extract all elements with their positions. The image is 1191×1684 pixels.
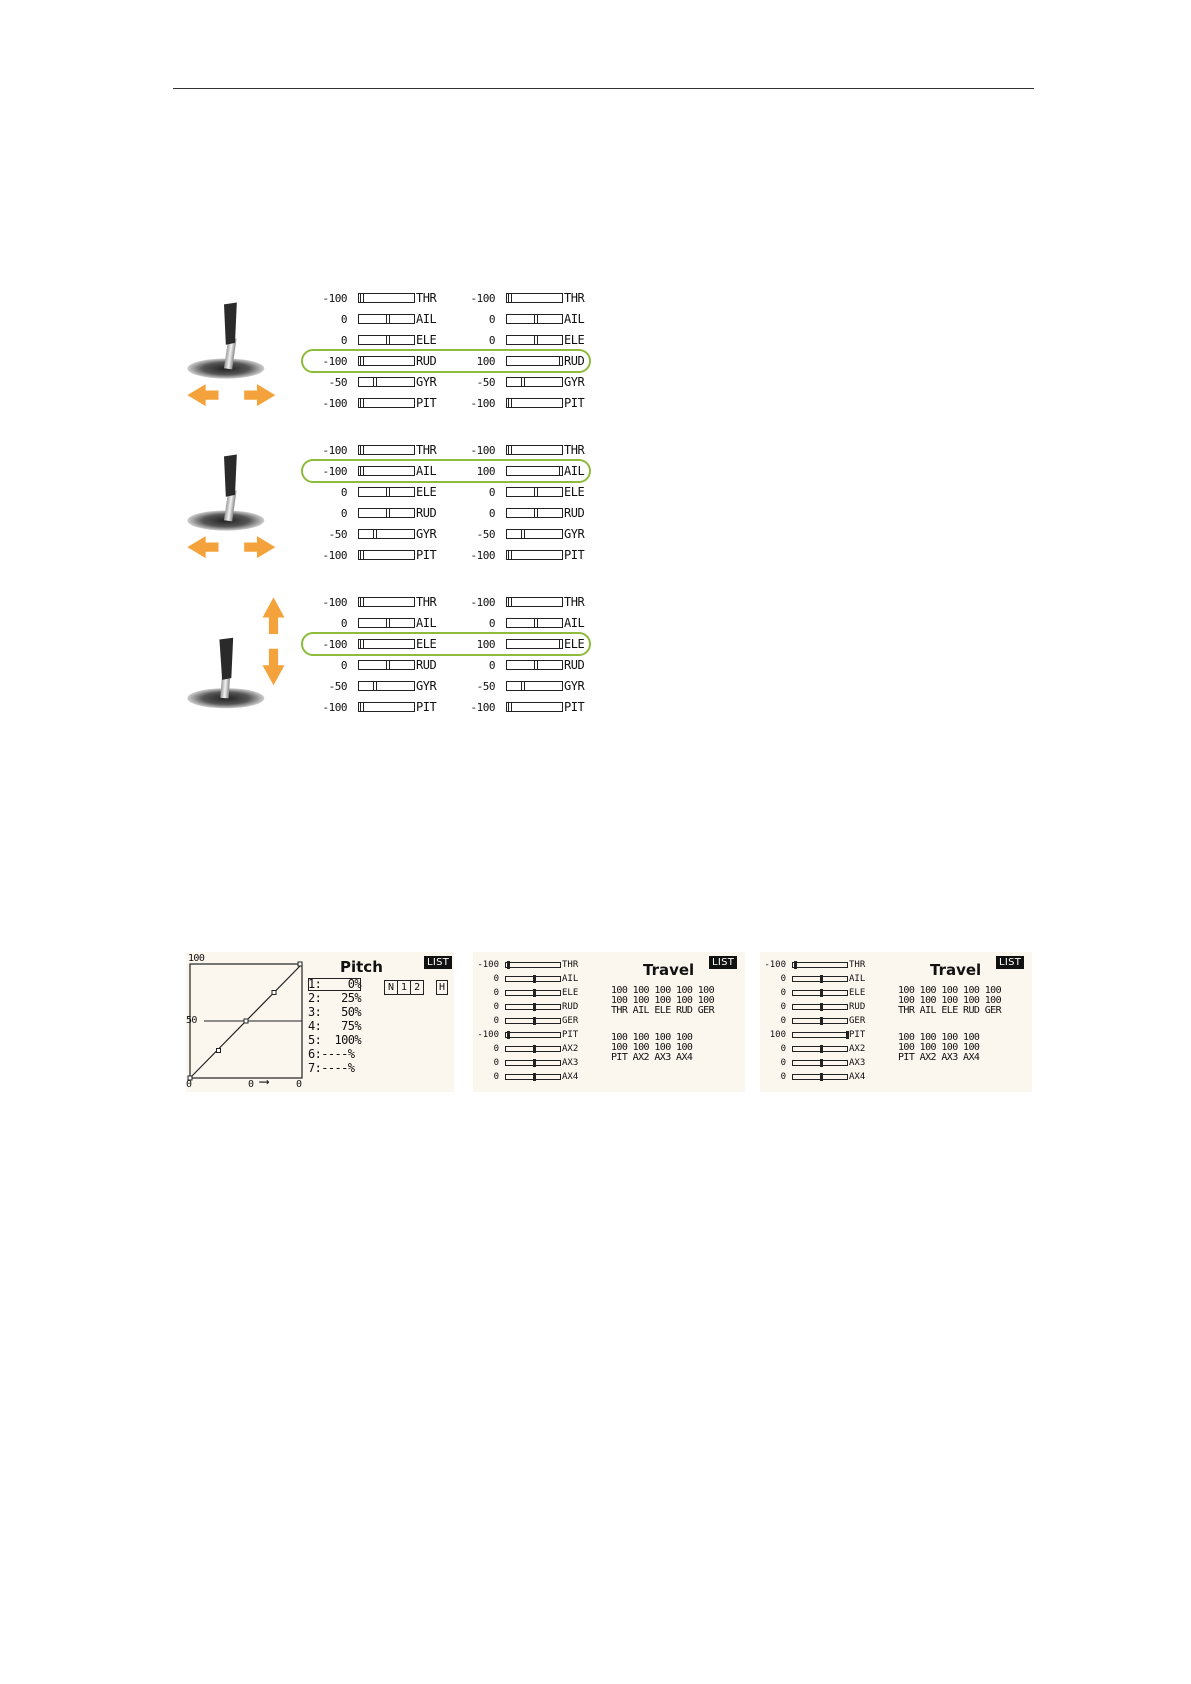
screen-title: Pitch <box>340 958 383 976</box>
channel-marker <box>508 398 512 408</box>
channel-label-right: AIL <box>564 464 585 478</box>
monitor-label: AX2 <box>562 1044 579 1054</box>
monitor-row <box>760 972 880 986</box>
channel-label-left: ELE <box>416 485 437 499</box>
channel-row <box>315 503 615 524</box>
monitor-row <box>473 1028 593 1042</box>
screen-title: Travel <box>930 961 982 979</box>
monitor-marker <box>820 989 823 997</box>
monitor-group <box>180 592 610 732</box>
control-stick-icon <box>180 592 290 732</box>
travel-values-row2a: 100 100 100 100 <box>611 1032 693 1043</box>
control-stick-icon <box>180 440 290 580</box>
monitor-row <box>473 1070 593 1084</box>
channel-value-right: 100 <box>476 638 495 651</box>
monitor-bar <box>792 1060 848 1066</box>
y-axis-top-label: 100 <box>188 953 205 964</box>
monitor-marker <box>533 1003 536 1011</box>
monitor-row <box>760 1028 880 1042</box>
monitor-bar <box>505 1046 561 1052</box>
channel-value-right: -100 <box>470 596 495 609</box>
channel-value-left: -100 <box>322 444 347 457</box>
channel-label-left: RUD <box>416 506 437 520</box>
monitor-row <box>473 1042 593 1056</box>
monitor-marker <box>820 1045 823 1053</box>
travel-values-row2b: 100 100 100 100 <box>611 1042 693 1053</box>
monitor-row <box>760 1014 880 1028</box>
monitor-row <box>473 1056 593 1070</box>
channel-marker <box>360 445 364 455</box>
channel-bar-left <box>358 618 415 628</box>
monitor-marker <box>507 1031 510 1039</box>
channel-value-left: -100 <box>322 355 347 368</box>
monitor-label: AX4 <box>562 1072 579 1082</box>
channel-value-right: 0 <box>488 486 495 499</box>
channel-marker <box>360 550 364 560</box>
arrow-up-icon <box>263 597 285 634</box>
x-axis-mid-label: 0 <box>248 1079 254 1090</box>
channel-value-right: 0 <box>488 313 495 326</box>
curve-point[interactable]: 1: 0% <box>308 977 361 991</box>
channel-value-left: 0 <box>340 334 347 347</box>
travel-values-row2b: 100 100 100 100 <box>898 1042 980 1053</box>
channel-value-left: -100 <box>322 465 347 478</box>
monitor-label: AIL <box>849 974 866 984</box>
monitor-label: ELE <box>562 988 579 998</box>
channel-bar-right <box>506 335 563 345</box>
channel-label-right: AIL <box>564 312 585 326</box>
channel-label-left: THR <box>416 291 437 305</box>
channel-label-left: GYR <box>416 527 437 541</box>
monitor-bar <box>505 962 561 968</box>
channel-marker <box>508 445 512 455</box>
travel-names-row2: PIT AX2 AX3 AX4 <box>898 1052 980 1063</box>
channel-bar-left <box>358 293 415 303</box>
highlight-outline <box>301 349 591 373</box>
channel-row <box>315 440 615 461</box>
monitor-marker <box>820 1017 823 1025</box>
monitor-row <box>760 1056 880 1070</box>
channel-marker <box>534 487 538 497</box>
channel-bar-left <box>358 529 415 539</box>
channel-label-right: GYR <box>564 527 585 541</box>
monitor-bar <box>792 1074 848 1080</box>
monitor-row <box>760 1070 880 1084</box>
curve-point[interactable]: 2: 25% <box>308 991 361 1005</box>
channel-bar-right <box>506 377 563 387</box>
monitor-value: 0 <box>780 1044 786 1054</box>
channel-row <box>315 676 615 697</box>
channel-marker <box>534 508 538 518</box>
channel-value-right: 0 <box>488 617 495 630</box>
channel-marker <box>521 681 525 691</box>
channel-marker <box>534 660 538 670</box>
list-button[interactable]: LIST <box>424 956 452 969</box>
channel-marker <box>508 597 512 607</box>
channel-marker <box>508 550 512 560</box>
arrow-right-icon <box>244 536 275 558</box>
monitor-marker <box>533 989 536 997</box>
channel-value-left: -100 <box>322 292 347 305</box>
channel-row <box>315 545 615 566</box>
monitor-group <box>180 288 610 428</box>
travel-names-row1: THR AIL ELE RUD GER <box>898 1005 1001 1016</box>
arrow-left-icon <box>187 384 218 406</box>
channel-label-right: GYR <box>564 375 585 389</box>
channel-marker <box>373 529 377 539</box>
monitor-bar <box>505 1004 561 1010</box>
channel-row <box>315 309 615 330</box>
channel-bar-left <box>358 597 415 607</box>
channel-label-right: GYR <box>564 679 585 693</box>
channel-row <box>315 613 615 634</box>
monitor-marker <box>820 1073 823 1081</box>
monitor-marker <box>533 1059 536 1067</box>
channel-bar-left <box>358 445 415 455</box>
channel-label-right: ELE <box>564 637 585 651</box>
channel-label-right: RUD <box>564 506 585 520</box>
monitor-label: PIT <box>562 1030 579 1040</box>
mode-1[interactable]: 1 <box>398 981 411 994</box>
monitor-label: AIL <box>562 974 579 984</box>
monitor-marker <box>820 975 823 983</box>
monitor-marker <box>533 1073 536 1081</box>
channel-label-left: THR <box>416 443 437 457</box>
travel-names-row2: PIT AX2 AX3 AX4 <box>611 1052 693 1063</box>
channel-value-right: -100 <box>470 549 495 562</box>
channel-bar-right <box>506 660 563 670</box>
channel-value-left: 0 <box>340 659 347 672</box>
channel-label-right: THR <box>564 291 585 305</box>
channel-row <box>315 697 615 718</box>
monitor-label: AX3 <box>562 1058 579 1068</box>
channel-label-left: PIT <box>416 700 437 714</box>
channel-value-left: 0 <box>340 313 347 326</box>
channel-bar-left <box>358 702 415 712</box>
monitor-value: 0 <box>780 1058 786 1068</box>
channel-marker <box>360 398 364 408</box>
channel-label-left: PIT <box>416 548 437 562</box>
channel-marker <box>386 314 390 324</box>
curve-point[interactable]: 3: 50% <box>308 1005 361 1019</box>
monitor-marker <box>794 961 797 969</box>
channel-marker <box>508 293 512 303</box>
monitor-value: 0 <box>780 1016 786 1026</box>
channel-value-left: 0 <box>340 617 347 630</box>
channel-row <box>315 592 615 613</box>
monitor-value: 0 <box>493 1058 499 1068</box>
monitor-value: -100 <box>477 960 499 970</box>
channel-row <box>315 330 615 351</box>
channel-row <box>315 524 615 545</box>
monitor-label: RUD <box>562 1002 579 1012</box>
monitor-value: -100 <box>764 960 786 970</box>
monitor-value: 0 <box>493 1044 499 1054</box>
channel-label-left: THR <box>416 595 437 609</box>
monitor-row <box>760 1042 880 1056</box>
channel-marker <box>386 487 390 497</box>
monitor-group <box>180 440 610 580</box>
channel-bar-right <box>506 550 563 560</box>
channel-value-left: -100 <box>322 596 347 609</box>
monitor-bar <box>792 976 848 982</box>
channel-value-left: -100 <box>322 638 347 651</box>
screen-title: Travel <box>643 961 695 979</box>
channel-bar-left <box>358 314 415 324</box>
monitor-row <box>473 972 593 986</box>
channel-label-right: THR <box>564 443 585 457</box>
channel-bar-right <box>506 445 563 455</box>
monitor-value: 0 <box>780 1002 786 1012</box>
monitor-marker <box>507 961 510 969</box>
travel-values-row1a: 100 100 100 100 100 <box>611 985 714 996</box>
mode-n[interactable]: N <box>385 981 398 994</box>
travel-values-row1a: 100 100 100 100 100 <box>898 985 1001 996</box>
channel-marker <box>521 529 525 539</box>
monitor-bar <box>792 1032 848 1038</box>
channel-bar-right <box>506 702 563 712</box>
list-button[interactable]: LIST <box>996 956 1024 969</box>
channel-marker <box>534 618 538 628</box>
channel-label-left: GYR <box>416 679 437 693</box>
channel-bar-right <box>506 398 563 408</box>
monitor-marker <box>820 1003 823 1011</box>
monitor-marker <box>533 1017 536 1025</box>
travel-names-row1: THR AIL ELE RUD GER <box>611 1005 714 1016</box>
monitor-value: 0 <box>780 1072 786 1082</box>
channel-value-right: -100 <box>470 444 495 457</box>
monitor-label: PIT <box>849 1030 866 1040</box>
channel-label-right: RUD <box>564 658 585 672</box>
travel-values-row2a: 100 100 100 100 <box>898 1032 980 1043</box>
channel-value-right: 0 <box>488 334 495 347</box>
monitor-label: AX3 <box>849 1058 866 1068</box>
channel-value-right: -100 <box>470 397 495 410</box>
travel-screen-2 <box>760 952 1032 1092</box>
monitor-value: 0 <box>780 988 786 998</box>
channel-bar-left <box>358 508 415 518</box>
monitor-value: 0 <box>780 974 786 984</box>
channel-marker <box>386 508 390 518</box>
monitor-value: 0 <box>493 974 499 984</box>
channel-value-left: -50 <box>328 680 347 693</box>
monitor-value: 100 <box>769 1030 786 1040</box>
channel-bar-left <box>358 681 415 691</box>
monitor-label: RUD <box>849 1002 866 1012</box>
monitor-row <box>473 1014 593 1028</box>
channel-row <box>315 393 615 414</box>
channel-bar-right <box>506 529 563 539</box>
monitor-row <box>760 1000 880 1014</box>
channel-label-left: AIL <box>416 312 437 326</box>
channel-value-right: -50 <box>476 680 495 693</box>
monitor-marker <box>533 975 536 983</box>
monitor-bar <box>505 1032 561 1038</box>
channel-value-right: -100 <box>470 292 495 305</box>
monitor-value: 0 <box>493 1016 499 1026</box>
monitor-row <box>473 1000 593 1014</box>
channel-label-left: ELE <box>416 637 437 651</box>
monitor-row <box>473 958 593 972</box>
monitor-bar <box>792 1018 848 1024</box>
monitor-bar <box>792 990 848 996</box>
curve-point[interactable]: 5: 100% <box>308 1033 361 1047</box>
monitor-label: GER <box>849 1016 866 1026</box>
arrow-right-icon <box>244 384 275 406</box>
channel-value-right: 100 <box>476 465 495 478</box>
channel-marker <box>373 681 377 691</box>
channel-label-right: ELE <box>564 485 585 499</box>
channel-value-right: 0 <box>488 659 495 672</box>
channel-bar-right <box>506 618 563 628</box>
monitor-bar <box>505 1018 561 1024</box>
channel-marker <box>373 377 377 387</box>
channel-value-left: -50 <box>328 528 347 541</box>
channel-bar-left <box>358 660 415 670</box>
channel-label-left: ELE <box>416 333 437 347</box>
pitch-curve-screen <box>186 952 454 1092</box>
channel-value-right: 100 <box>476 355 495 368</box>
channel-label-right: THR <box>564 595 585 609</box>
monitor-value: -100 <box>477 1030 499 1040</box>
channel-bar-right <box>506 508 563 518</box>
travel-values-row1b: 100 100 100 100 100 <box>611 995 714 1006</box>
channel-label-left: AIL <box>416 464 437 478</box>
monitor-bar <box>505 976 561 982</box>
channel-bar-right <box>506 314 563 324</box>
highlight-outline <box>301 459 591 483</box>
channel-bar-right <box>506 293 563 303</box>
monitor-label: GER <box>562 1016 579 1026</box>
channel-marker <box>386 660 390 670</box>
channel-bar-left <box>358 335 415 345</box>
mode-2[interactable]: 2 <box>414 982 421 993</box>
channel-bar-right <box>506 597 563 607</box>
channel-bar-right <box>506 681 563 691</box>
channel-value-left: -100 <box>322 397 347 410</box>
hold-mode[interactable]: H <box>436 980 448 995</box>
channel-marker <box>360 293 364 303</box>
channel-row <box>315 655 615 676</box>
channel-bar-left <box>358 398 415 408</box>
channel-value-left: 0 <box>340 507 347 520</box>
monitor-marker <box>820 1059 823 1067</box>
monitor-label: THR <box>849 960 866 970</box>
channel-value-left: 0 <box>340 486 347 499</box>
monitor-value: 0 <box>493 1002 499 1012</box>
channel-label-right: PIT <box>564 396 585 410</box>
channel-label-left: RUD <box>416 354 437 368</box>
channel-bar-left <box>358 487 415 497</box>
channel-label-right: PIT <box>564 700 585 714</box>
list-button[interactable]: LIST <box>709 956 737 969</box>
monitor-bar <box>792 962 848 968</box>
travel-screen-1 <box>473 952 745 1092</box>
channel-marker <box>508 702 512 712</box>
channel-row <box>315 372 615 393</box>
header-rule <box>173 88 1034 89</box>
monitor-value: 0 <box>493 1072 499 1082</box>
x-axis-right-label: 0 <box>296 1079 302 1090</box>
y-axis-mid-label: 50 <box>186 1015 197 1026</box>
channel-label-left: PIT <box>416 396 437 410</box>
channel-value-left: -100 <box>322 701 347 714</box>
channel-bar-left <box>358 377 415 387</box>
channel-value-right: -100 <box>470 701 495 714</box>
monitor-row <box>760 958 880 972</box>
control-stick-icon <box>180 288 290 428</box>
channel-label-left: GYR <box>416 375 437 389</box>
monitor-label: AX2 <box>849 1044 866 1054</box>
monitor-marker <box>533 1045 536 1053</box>
monitor-label: ELE <box>849 988 866 998</box>
monitor-bar <box>505 1074 561 1080</box>
channel-value-left: -100 <box>322 549 347 562</box>
channel-label-right: RUD <box>564 354 585 368</box>
channel-bar-right <box>506 487 563 497</box>
curve-point[interactable]: 6:----% <box>308 1047 355 1061</box>
x-axis-left-label: 0 <box>186 1079 192 1090</box>
channel-label-right: AIL <box>564 616 585 630</box>
monitor-label: AX4 <box>849 1072 866 1082</box>
channel-value-right: -50 <box>476 528 495 541</box>
travel-values-row1b: 100 100 100 100 100 <box>898 995 1001 1006</box>
arrow-right-icon: ⟶ <box>260 1074 268 1090</box>
channel-marker <box>521 377 525 387</box>
channel-bar-left <box>358 550 415 560</box>
arrow-down-icon <box>263 649 285 686</box>
channel-label-left: RUD <box>416 658 437 672</box>
monitor-label: THR <box>562 960 579 970</box>
channel-marker <box>534 314 538 324</box>
channel-value-right: 0 <box>488 507 495 520</box>
channel-row <box>315 288 615 309</box>
monitor-row <box>473 986 593 1000</box>
channel-label-left: AIL <box>416 616 437 630</box>
curve-point[interactable]: 4: 75% <box>308 1019 361 1033</box>
monitor-bar <box>505 1060 561 1066</box>
channel-row <box>315 482 615 503</box>
channel-marker <box>360 597 364 607</box>
flight-mode-selector[interactable] <box>384 980 424 995</box>
channel-marker <box>386 335 390 345</box>
channel-label-right: ELE <box>564 333 585 347</box>
monitor-bar <box>505 990 561 996</box>
channel-value-right: -50 <box>476 376 495 389</box>
channel-label-right: PIT <box>564 548 585 562</box>
highlight-outline <box>301 632 591 656</box>
monitor-bar <box>792 1046 848 1052</box>
channel-marker <box>534 335 538 345</box>
monitor-value: 0 <box>493 988 499 998</box>
arrow-left-icon <box>187 536 218 558</box>
curve-point[interactable]: 7:----% <box>308 1061 355 1075</box>
channel-marker <box>386 618 390 628</box>
monitor-bar <box>792 1004 848 1010</box>
monitor-row <box>760 986 880 1000</box>
channel-value-left: -50 <box>328 376 347 389</box>
channel-marker <box>360 702 364 712</box>
